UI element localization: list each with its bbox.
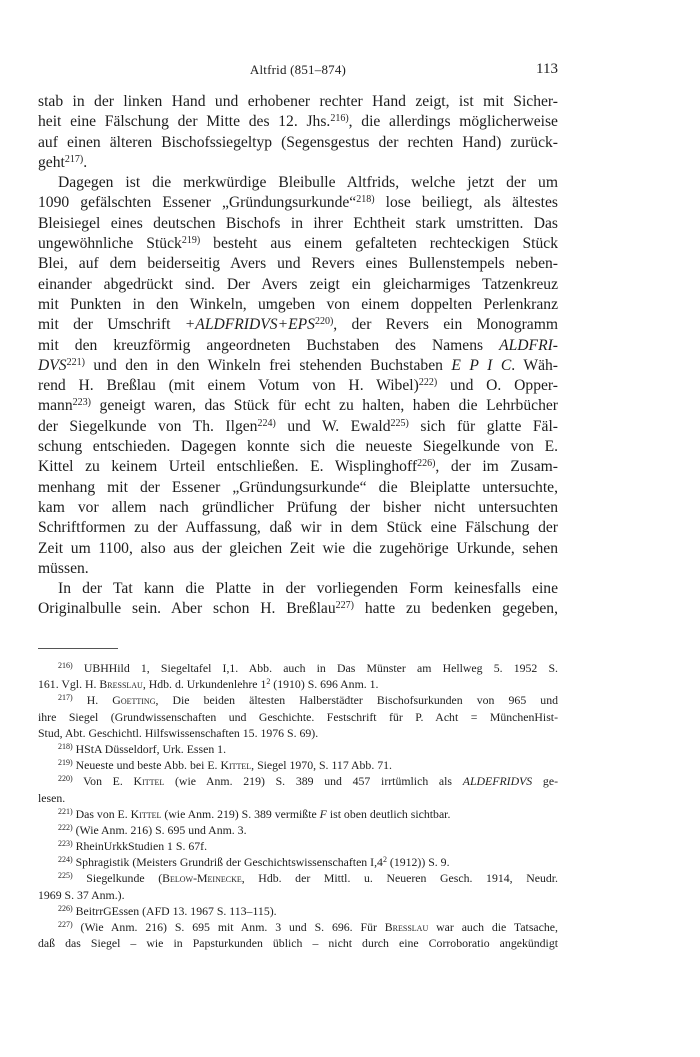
running-head: Altfrid (851–874) bbox=[249, 62, 347, 77]
footnote-number: 218) bbox=[58, 741, 73, 751]
footnote-line bbox=[38, 709, 558, 725]
text-span: , Hdb. der Mittl. u. Neueren Gesch. 1914, Neudr. bbox=[241, 871, 558, 886]
text-span: (1910) S. 696 Anm. 1. bbox=[270, 677, 379, 692]
footnote-number: 217) bbox=[58, 693, 73, 703]
text-span: (Wie Anm. 216) S. 695 und Anm. 3. bbox=[72, 822, 247, 837]
text-span: In der Tat kann die Platte in der vorliegenden Form keinesfalls eine bbox=[58, 580, 558, 598]
text-line bbox=[38, 498, 558, 518]
italic-inscription: E P I C bbox=[451, 356, 512, 374]
text-span: , die allerdings möglicherweise bbox=[348, 113, 558, 131]
author-name: Bresslau bbox=[99, 677, 143, 692]
footnote-226 bbox=[38, 903, 558, 919]
text-span: und W. Ewald bbox=[275, 417, 391, 435]
author-name: Kittel bbox=[130, 806, 162, 821]
text-span: geht bbox=[38, 153, 65, 171]
footnote-ref[interactable]: 222) bbox=[418, 377, 438, 389]
text-span: Stud, Abt. Geschichtl. Hilfswissenschaften 15. 1976 S. 69). bbox=[38, 725, 319, 740]
footnote-222 bbox=[38, 822, 558, 838]
text-line bbox=[38, 173, 558, 193]
text-span: Von E. bbox=[72, 774, 134, 789]
text-line bbox=[38, 417, 558, 437]
text-span: BeitrrGEssen (AFD 13. 1967 S. 113–115). bbox=[72, 903, 277, 918]
footnote-227 bbox=[38, 919, 558, 935]
text-span: , Siegel 1970, S. 117 Abb. 71. bbox=[251, 758, 392, 773]
footnote-218 bbox=[38, 741, 558, 757]
footnote-223 bbox=[38, 838, 558, 854]
text-line bbox=[38, 376, 558, 396]
text-span: und den in den Winkeln frei stehenden Buchstaben bbox=[84, 356, 452, 374]
italic-inscription: DVS bbox=[38, 356, 67, 374]
edition-superscript: 2 bbox=[266, 677, 271, 687]
text-line bbox=[38, 599, 558, 619]
footnote-ref[interactable]: 223) bbox=[72, 397, 91, 409]
footnote-line bbox=[38, 887, 558, 903]
footnote-ref[interactable]: 220) bbox=[314, 316, 334, 328]
footnote-ref[interactable]: 218) bbox=[356, 194, 375, 206]
footnote-number: 224) bbox=[58, 855, 73, 865]
text-span: Neueste und beste Abb. bei E. bbox=[72, 758, 221, 773]
text-line bbox=[38, 193, 558, 213]
footnote-number: 226) bbox=[58, 903, 73, 913]
text-line bbox=[38, 478, 558, 498]
text-span: HStA Düsseldorf, Urk. Essen 1. bbox=[72, 741, 227, 756]
text-line bbox=[38, 153, 558, 173]
text-span: auf einen älteren Bischofssiegeltyp (Segensgestus der rechten Hand) zurück- bbox=[38, 133, 558, 151]
footnote-ref[interactable]: 217) bbox=[64, 153, 84, 165]
author-name: Kittel bbox=[220, 758, 252, 773]
page-number: 113 bbox=[536, 61, 558, 77]
text-span: lesen. bbox=[38, 790, 66, 805]
text-line bbox=[38, 396, 558, 416]
text-span: Sphragistik (Meisters Grundriß der Geschichtswissenschaften I,4 bbox=[72, 855, 383, 870]
author-name: Kittel bbox=[133, 774, 165, 789]
text-span: RheinUrkkStudien 1 S. 67f. bbox=[72, 839, 208, 854]
text-span: mit Punkten in den Winkeln, umgeben von einem doppelten Perlenkranz bbox=[38, 295, 558, 313]
text-span: 1090 gefälschten Essener „Gründungsurkunde“ bbox=[38, 194, 357, 212]
text-line bbox=[38, 518, 558, 538]
text-span: mit der Umschrift bbox=[38, 316, 185, 334]
text-line bbox=[38, 315, 558, 335]
footnote-216 bbox=[38, 660, 558, 676]
text-span: war auch die Tatsache, bbox=[428, 920, 558, 934]
text-span: , der Revers ein Monogramm bbox=[333, 316, 558, 334]
footnotes bbox=[38, 660, 558, 951]
text-span: schung entschieden. Dagegen konnte sich die neueste Siegelkunde von E. bbox=[38, 438, 558, 456]
footnote-220 bbox=[38, 773, 558, 789]
footnote-number: 219) bbox=[58, 758, 73, 768]
footnote-ref[interactable]: 225) bbox=[390, 417, 409, 429]
text-span: lose beiliegt, als ältestes bbox=[374, 194, 558, 212]
text-span: H. bbox=[72, 693, 113, 708]
text-span: UBHHild 1, Siegeltafel I,1. Abb. auch in Das Münster am Hellweg 5. 1952 S. bbox=[72, 661, 558, 675]
text-span: 161. Vgl. H. bbox=[38, 677, 100, 692]
footnote-number: 216) bbox=[58, 661, 73, 670]
text-line bbox=[38, 539, 558, 559]
text-span: geneigt waren, das Stück für echt zu halten, haben die Lehrbücher bbox=[91, 397, 558, 415]
author-name: Bresslau bbox=[384, 920, 429, 934]
text-line bbox=[38, 133, 558, 153]
footnote-line bbox=[38, 725, 558, 741]
footnote-line bbox=[38, 676, 558, 692]
italic-inscription: ALDEFRIDVS bbox=[462, 774, 533, 789]
text-line bbox=[38, 559, 558, 579]
text-span: Bleisiegel eines deutschen Bischofs in ihrer Echtheit stark umstritten. Das bbox=[38, 214, 558, 232]
footnote-219 bbox=[38, 757, 558, 773]
page-header bbox=[38, 62, 558, 82]
text-span: , der im Zusam- bbox=[435, 458, 558, 476]
footnote-ref[interactable]: 221) bbox=[66, 356, 85, 368]
text-span: hatte zu bedenken gegeben, bbox=[353, 600, 559, 618]
text-span: mit den kreuzförmig angeordneten Buchstaben des Namens bbox=[38, 336, 500, 354]
text-span: ge- bbox=[532, 774, 558, 789]
footnote-221 bbox=[38, 806, 558, 822]
text-span: ist oben deutlich sichtbar. bbox=[326, 806, 451, 821]
italic-letter: F bbox=[319, 806, 327, 821]
text-span: , Hdb. d. Urkundenlehre 1 bbox=[142, 677, 267, 692]
text-line bbox=[38, 112, 558, 132]
footnote-224 bbox=[38, 854, 558, 870]
text-line bbox=[38, 234, 558, 254]
footnote-ref[interactable]: 226) bbox=[417, 458, 436, 470]
author-name: Goetting bbox=[112, 693, 156, 708]
text-span: ihre Siegel (Grundwissenschaften und Geschichte. Festschrift für P. Acht = MünchenHist- bbox=[38, 709, 558, 724]
text-span: (wie Anm. 219) S. 389 vermißte bbox=[161, 806, 320, 821]
text-span: mann bbox=[38, 397, 73, 415]
text-span: besteht aus einem gefalteten rechteckigen Stück bbox=[200, 235, 558, 253]
text-span: (wie Anm. 219) S. 389 und 457 irrtümlich als bbox=[164, 774, 463, 789]
text-span: menhang mit der Essener „Gründungsurkunde“ die Bleiplatte untersuchte, bbox=[38, 478, 558, 496]
text-line bbox=[38, 437, 558, 457]
footnote-number: 222) bbox=[58, 822, 73, 832]
text-span: rend H. Breßlau (mit einem Votum von H. Wibel) bbox=[38, 377, 419, 395]
text-span: daß das Siegel – wie in Papsturkunden üblich – nicht durch eine Corroboratio angekündigt bbox=[38, 936, 558, 951]
text-span: (1912)) S. 9. bbox=[386, 855, 450, 870]
text-line bbox=[38, 336, 558, 356]
footnote-ref[interactable]: 219) bbox=[181, 235, 201, 247]
text-span: Das von E. bbox=[72, 806, 131, 821]
text-span: . Wäh- bbox=[511, 356, 559, 374]
text-span: Dagegen ist die merkwürdige Bleibulle Altfrids, welche jetzt der um bbox=[58, 174, 558, 192]
text-line bbox=[38, 214, 558, 234]
text-span: Zeit um 1100, also aus der gleichen Zeit wie die zugehörige Urkunde, sehen bbox=[38, 539, 558, 557]
text-span: . bbox=[83, 153, 88, 171]
italic-inscription: ALDFRI- bbox=[499, 336, 558, 354]
footnote-number: 223) bbox=[58, 839, 73, 849]
text-span: Schriftformen zu der Auffassung, daß wir in dem Stück eine Fälschung der bbox=[38, 519, 558, 537]
edition-superscript: 2 bbox=[382, 855, 387, 865]
footnote-225 bbox=[38, 870, 558, 886]
text-span: Originalbulle sein. Aber schon H. Breßlau bbox=[38, 600, 336, 618]
text-span: ungewöhnliche Stück bbox=[38, 235, 182, 253]
footnote-line bbox=[38, 935, 558, 951]
text-line bbox=[38, 295, 558, 315]
footnote-number: 221) bbox=[58, 806, 73, 816]
main-text bbox=[38, 92, 558, 620]
text-span: und O. Opper- bbox=[437, 377, 559, 395]
footnote-number: 225) bbox=[58, 871, 73, 881]
footnote-ref[interactable]: 227) bbox=[335, 600, 354, 612]
footnote-ref[interactable]: 224) bbox=[257, 417, 276, 429]
text-span: , Die beiden ältesten Halberstädter Bischofsurkunden von 965 und bbox=[155, 693, 558, 708]
text-span: kam vor allem nach gründlicher Prüfung der bisher nicht untersuchten bbox=[38, 498, 558, 516]
text-line bbox=[38, 457, 558, 477]
text-span: 1969 S. 37 Anm.). bbox=[38, 887, 125, 902]
text-line bbox=[38, 92, 558, 112]
text-span: (Wie Anm. 216) S. 695 mit Anm. 3 und S. 696. Für bbox=[72, 920, 385, 934]
text-span: einander abgedrückt sind. Der Avers zeigt ein gleicharmiges Tatzenkreuz bbox=[38, 275, 558, 293]
author-name: Below-Meinecke bbox=[162, 871, 242, 886]
text-span: Kittel zu keinem Urteil entschließen. E. Wisplinghoff bbox=[38, 458, 418, 476]
footnote-separator bbox=[38, 648, 118, 649]
text-span: heit eine Fälschung der Mitte des 12. Jhs. bbox=[38, 113, 331, 131]
text-span: der Siegelkunde von Th. Ilgen bbox=[38, 417, 258, 435]
footnote-line bbox=[38, 790, 558, 806]
text-line bbox=[38, 579, 558, 599]
text-span: Siegelkunde ( bbox=[72, 871, 163, 886]
footnote-number: 227) bbox=[58, 920, 73, 929]
footnote-number: 220) bbox=[58, 774, 73, 784]
footnote-217 bbox=[38, 692, 558, 708]
footnote-ref[interactable]: 216) bbox=[330, 113, 349, 125]
text-span: sich für glatte Fäl- bbox=[408, 417, 559, 435]
text-span: müssen. bbox=[38, 559, 89, 577]
text-line bbox=[38, 254, 558, 274]
text-line bbox=[38, 356, 558, 376]
text-line bbox=[38, 275, 558, 295]
text-span: Blei, auf dem beiderseitig Avers und Revers eines Bullenstempels neben- bbox=[38, 255, 558, 273]
text-span: stab in der linken Hand und erhobener rechter Hand zeigt, ist mit Sicher- bbox=[38, 93, 558, 110]
italic-inscription: +ALDFRIDVS+EPS bbox=[184, 316, 315, 334]
